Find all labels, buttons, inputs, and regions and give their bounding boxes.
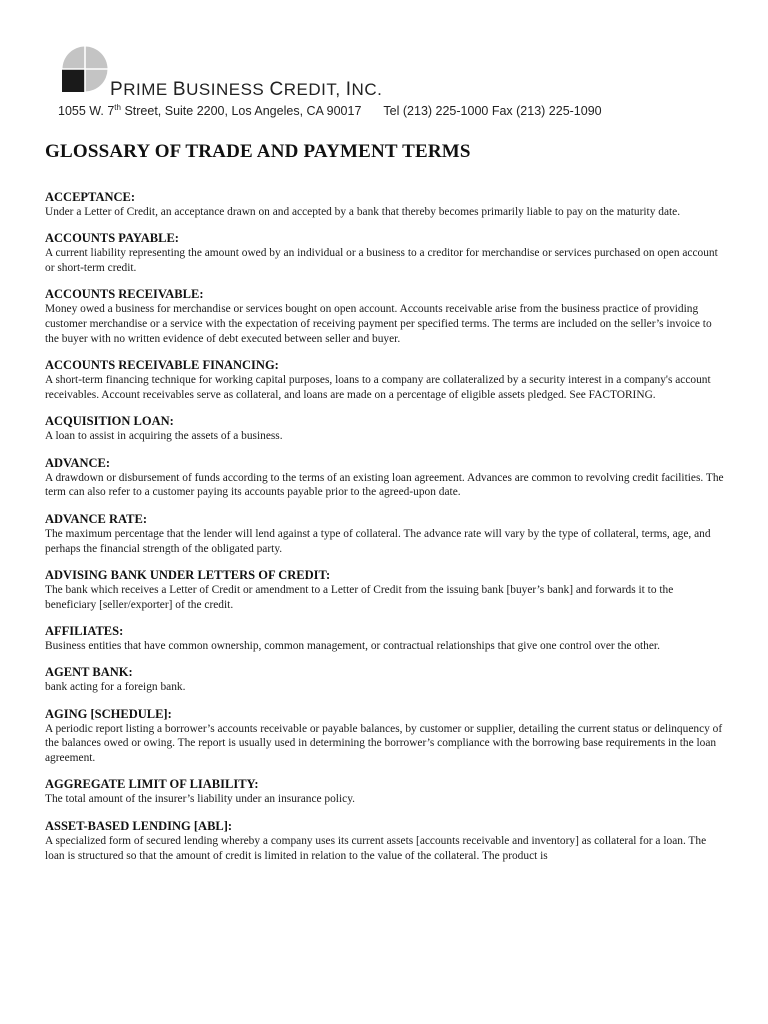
company-address: 1055 W. 7th Street, Suite 2200, Los Angeles, CA 90017 Tel (213) 225-1000 Fax (213) 225-1090 <box>58 102 602 118</box>
glossary-term: AGGREGATE LIMIT OF LIABILITY: <box>45 777 259 792</box>
glossary-entry <box>45 665 725 695</box>
glossary-entry <box>45 568 725 613</box>
company-contact: Tel (213) 225-1000 Fax (213) 225-1090 <box>383 104 602 118</box>
company-name: PRIME BUSINESS CREDIT, INC. <box>110 79 383 100</box>
glossary-definition: The bank which receives a Letter of Credit or amendment to a Letter of Credit from the issuing bank [buyer’s bank] and forwards it to the beneficiary [seller/exporter] of the credit. <box>45 583 674 611</box>
glossary-term: ACCOUNTS RECEIVABLE: <box>45 287 204 302</box>
glossary-definition: Business entities that have common ownership, common management, or contractual relationships that give one control over the other. <box>45 639 660 652</box>
glossary-term: ADVISING BANK UNDER LETTERS OF CREDIT: <box>45 567 331 582</box>
glossary-definition: A loan to assist in acquiring the assets of a business. <box>45 430 283 443</box>
glossary-entry <box>45 819 725 864</box>
glossary-entry <box>45 512 725 557</box>
glossary-definition: Under a Letter of Credit, an acceptance drawn on and accepted by a bank that thereby becomes primarily liable to pay on the maturity date. <box>45 206 681 218</box>
company-logo-icon <box>62 46 108 92</box>
glossary-definition: The maximum percentage that the lender will lend against a type of collateral. The advance rate will vary by the type of collateral, terms, age, and perhaps the financial strength of the obligated party. <box>45 527 711 555</box>
glossary-term: ADVANCE: <box>45 455 111 470</box>
glossary-definition: A current liability representing the amount owed by an individual or a business to a creditor for merchandise or services purchased on open account or short-term credit. <box>45 247 718 275</box>
glossary-list <box>45 190 725 875</box>
glossary-term: ACCOUNTS PAYABLE: <box>45 231 179 246</box>
glossary-definition: A short-term financing technique for working capital purposes, loans to a company are collateralized by a security interest in a company's account receivables. Account receivables serve as collateral, and loans are made on a percentage of eligible assets pledged. See FACTORING. <box>45 374 711 402</box>
glossary-entry <box>45 414 725 444</box>
glossary-term: AGENT BANK: <box>45 665 133 680</box>
glossary-entry <box>45 777 725 807</box>
glossary-term: ADVANCE RATE: <box>45 511 147 526</box>
glossary-entry <box>45 287 725 346</box>
glossary-definition: The total amount of the insurer’s liability under an insurance policy. <box>45 793 355 806</box>
glossary-entry <box>45 358 725 403</box>
glossary-definition: bank acting for a foreign bank. <box>45 681 186 694</box>
glossary-term: AGING [SCHEDULE]: <box>45 706 172 721</box>
glossary-term: ACCOUNTS RECEIVABLE FINANCING: <box>45 358 279 373</box>
glossary-entry <box>45 190 725 220</box>
glossary-entry <box>45 231 725 276</box>
glossary-definition: Money owed a business for merchandise or services bought on open account. Accounts receivable arise from the business practice of providing customer merchandise or a service with the expectation of receiving payment per specified terms. The terms are included on the seller’s invoice to the buyer with no written evidence of debt executed between seller and buyer. <box>45 303 712 345</box>
glossary-entry <box>45 707 725 766</box>
page-title: GLOSSARY OF TRADE AND PAYMENT TERMS <box>45 141 471 162</box>
glossary-definition: A specialized form of secured lending whereby a company uses its current assets [accounts receivable and inventory] as collateral for a loan. The loan is structured so that the amount of credit is limited in relation to the value of the collateral. The product is <box>45 834 707 862</box>
glossary-term: ACCEPTANCE: <box>45 190 136 204</box>
glossary-term: ACQUISITION LOAN: <box>45 414 174 429</box>
glossary-entry <box>45 624 725 654</box>
glossary-term: AFFILIATES: <box>45 623 124 638</box>
glossary-entry <box>45 456 725 501</box>
glossary-definition: A drawdown or disbursement of funds according to the terms of an existing loan agreement. Advances are common to revolving credit facilities. The term can also refer to a customer paying its accounts payable prior to the agreed-upon date. <box>45 471 724 499</box>
glossary-definition: A periodic report listing a borrower’s accounts receivable or payable balances, by customer or supplier, detailing the current status or delinquency of the balances owed or owing. The report is usually used in determining the borrower’s compliance with the borrowing base requirements in the loan agreement. <box>45 722 723 765</box>
glossary-term: ASSET-BASED LENDING [ABL]: <box>45 818 233 833</box>
